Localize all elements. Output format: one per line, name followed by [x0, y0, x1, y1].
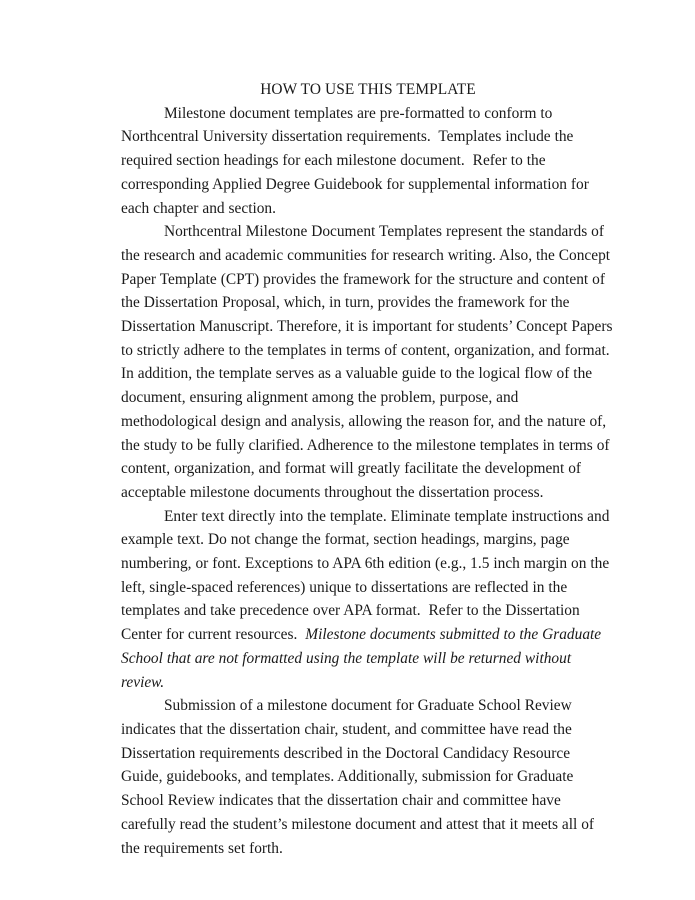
paragraph-submission: Submission of a milestone document for Graduate School Review indicates that the dissertation chair, student, and committee have read the Dissertation requirements described in the Doctoral Candidacy Resource Guide, guidebooks, and templates. Additionally, submission for Graduate School Review indicates that the dissertation chair and committee have carefully read the student’s milestone document and attest that it meets all of the requirements set forth. [121, 697, 598, 857]
page-title: HOW TO USE THIS TEMPLATE [260, 81, 476, 98]
paragraph-standards: Northcentral Milestone Document Templates represent the standards of the research and academic communities for research writing. Also, the Concept Paper Template (CPT) provides the framework for the structure and content of the Dissertation Proposal, which, in turn, provides the framework for the Dissertation Manuscript. Therefore, it is important for students’ Concept Papers to strictly adhere to the templates in terms of content, organization, and format. In addition, the template serves as a valuable guide to the logical flow of the document, ensuring alignment among the problem, purpose, and methodological design and analysis, allowing the reason for, and the nature of, the study to be fully clarified. Adherence to the milestone templates in terms of content, organization, and format will greatly facilitate the development of acceptable milestone documents throughout the dissertation process. [121, 223, 617, 501]
paragraph-instructions-italic-warning: Milestone documents submitted to the Graduate School that are not formatted using the template will be returned without review. [121, 626, 606, 691]
paragraph-instructions [121, 505, 615, 695]
paragraph-intro: Milestone document templates are pre-formatted to conform to Northcentral University dissertation requirements. Templates include the required section headings for each milestone document. Refer to the corresponding Applied Degree Guidebook for supplemental information for each chapter and section. [121, 104, 593, 217]
paragraph-instructions-normal-text: Enter text directly into the template. Eliminate template instructions and example text. Do not change the format, section headings, margins, page numbering, or font. Exceptions to APA 6th edition (e.g., 1.5 inch margin on the left, single-spaced references) unique to dissertations are reflected in the templates and take precedence over APA format. Refer to the Dissertation Center for current resources. [121, 507, 614, 644]
document-body [121, 78, 615, 860]
